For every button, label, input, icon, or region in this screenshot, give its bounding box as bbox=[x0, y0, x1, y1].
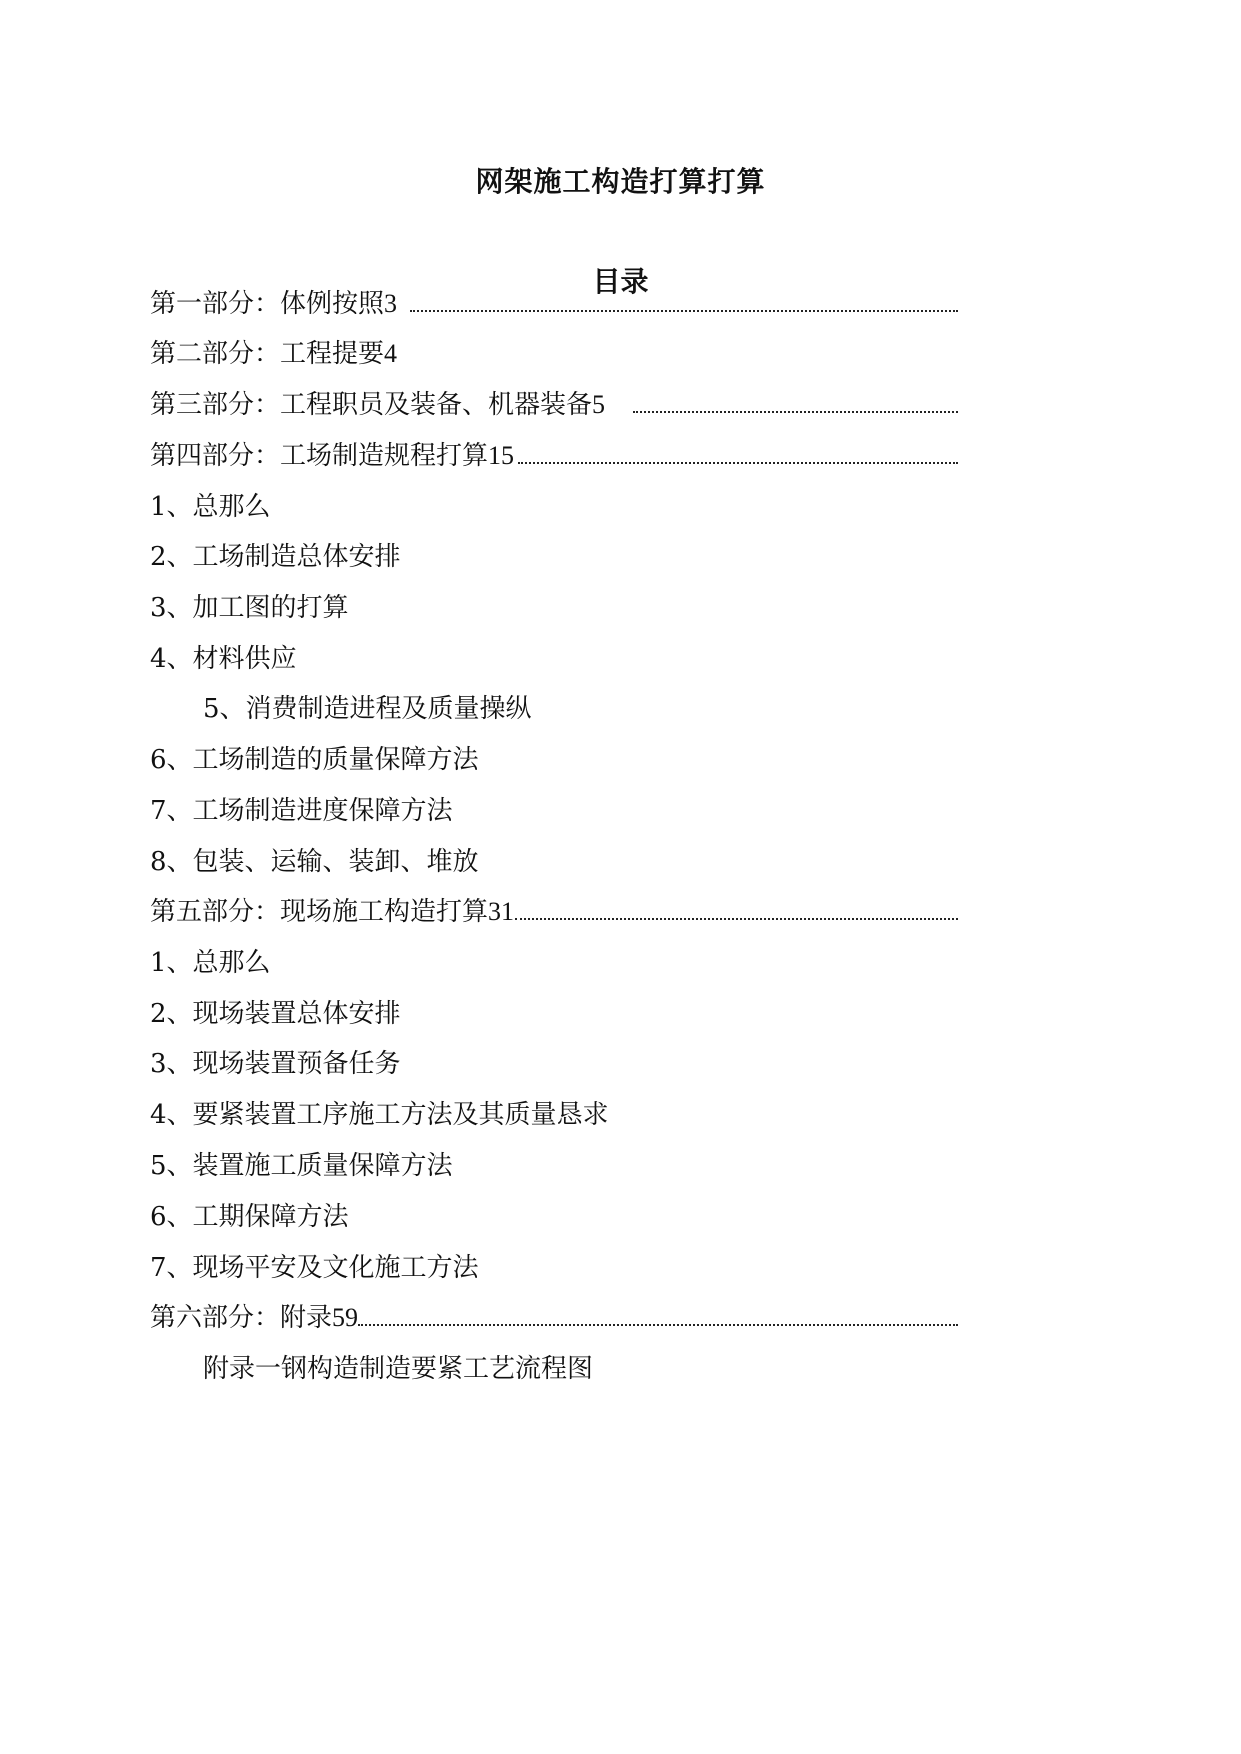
toc-entry-label: 3、现场装置预备任务 bbox=[150, 1049, 401, 1079]
toc-entry-label: 2、工场制造总体安排 bbox=[150, 542, 401, 572]
toc-entry-part-6[interactable] bbox=[0, 1298, 1241, 1338]
document-title: 网架施工构造打算打算 bbox=[475, 165, 766, 198]
toc-entry-page: 3 bbox=[384, 289, 398, 318]
toc-entry-label: 6、工期保障方法 bbox=[150, 1202, 349, 1232]
dot-leader bbox=[358, 1324, 958, 1326]
toc-entry-part-3[interactable] bbox=[0, 385, 1241, 425]
dot-leader bbox=[515, 918, 958, 920]
toc-entry-item[interactable] bbox=[0, 537, 1241, 577]
toc-entry-label: 第六部分：附录 bbox=[150, 1303, 333, 1333]
toc-entry-item[interactable] bbox=[0, 689, 1241, 729]
toc-entry-label: 4、要紧装置工序施工方法及其质量恳求 bbox=[150, 1100, 609, 1130]
dot-leader bbox=[410, 310, 958, 312]
toc-entry-page: 31 bbox=[488, 897, 515, 926]
toc-entry-item[interactable] bbox=[0, 1197, 1241, 1237]
toc-entry-item[interactable] bbox=[0, 1095, 1241, 1135]
toc-entry-label: 3、加工图的打算 bbox=[150, 593, 349, 623]
toc-entry-item[interactable] bbox=[0, 588, 1241, 628]
toc-entry-label: 附录一钢构造制造要紧工艺流程图 bbox=[203, 1354, 594, 1384]
toc-entry-label: 5、装置施工质量保障方法 bbox=[150, 1151, 453, 1181]
toc-entry-part-4[interactable] bbox=[0, 436, 1241, 476]
toc-entry-item[interactable] bbox=[0, 1349, 1241, 1389]
toc-entry-item[interactable] bbox=[0, 639, 1241, 679]
toc-entry-part-1[interactable] bbox=[0, 284, 1241, 324]
toc-entry-label: 6、工场制造的质量保障方法 bbox=[150, 745, 479, 775]
toc-entry-label: 8、包装、运输、装卸、堆放 bbox=[150, 847, 479, 877]
dot-leader bbox=[633, 411, 958, 413]
toc-entry-label: 1、总那么 bbox=[150, 492, 271, 522]
toc-entry-item[interactable] bbox=[0, 1146, 1241, 1186]
toc-entry-item[interactable] bbox=[0, 1044, 1241, 1084]
toc-entry-label: 5、消费制造进程及质量操纵 bbox=[203, 694, 532, 724]
toc-entry-page: 59 bbox=[332, 1303, 359, 1332]
toc-entry-page: 4 bbox=[384, 339, 398, 368]
toc-entry-label: 第五部分：现场施工构造打算 bbox=[150, 897, 489, 927]
toc-entry-label: 2、现场装置总体安排 bbox=[150, 999, 401, 1029]
toc-entry-item[interactable] bbox=[0, 994, 1241, 1034]
toc-entry-page: 5 bbox=[592, 390, 606, 419]
toc-entry-label: 第四部分：工场制造规程打算 bbox=[150, 441, 489, 471]
toc-entry-label: 第二部分：工程提要 bbox=[150, 339, 385, 369]
toc-entry-item[interactable] bbox=[0, 1248, 1241, 1288]
toc-entry-label: 7、现场平安及文化施工方法 bbox=[150, 1253, 479, 1283]
toc-entry-part-2[interactable] bbox=[0, 334, 1241, 374]
toc-entry-label: 第三部分：工程职员及装备、机器装备 bbox=[150, 390, 593, 420]
toc-entry-label: 4、材料供应 bbox=[150, 644, 297, 674]
toc-entry-item[interactable] bbox=[0, 740, 1241, 780]
toc-entry-item[interactable] bbox=[0, 791, 1241, 831]
toc-entry-item[interactable] bbox=[0, 842, 1241, 882]
toc-entry-part-5[interactable] bbox=[0, 892, 1241, 932]
toc-entry-label: 第一部分：体例按照 bbox=[150, 289, 385, 319]
toc-entry-label: 7、工场制造进度保障方法 bbox=[150, 796, 453, 826]
dot-leader bbox=[518, 462, 958, 464]
toc-entry-page: 15 bbox=[488, 441, 515, 470]
toc-entry-item[interactable] bbox=[0, 487, 1241, 527]
toc-entry-label: 1、总那么 bbox=[150, 948, 271, 978]
toc-heading: 目录 bbox=[592, 265, 649, 298]
toc-entry-item[interactable] bbox=[0, 943, 1241, 983]
